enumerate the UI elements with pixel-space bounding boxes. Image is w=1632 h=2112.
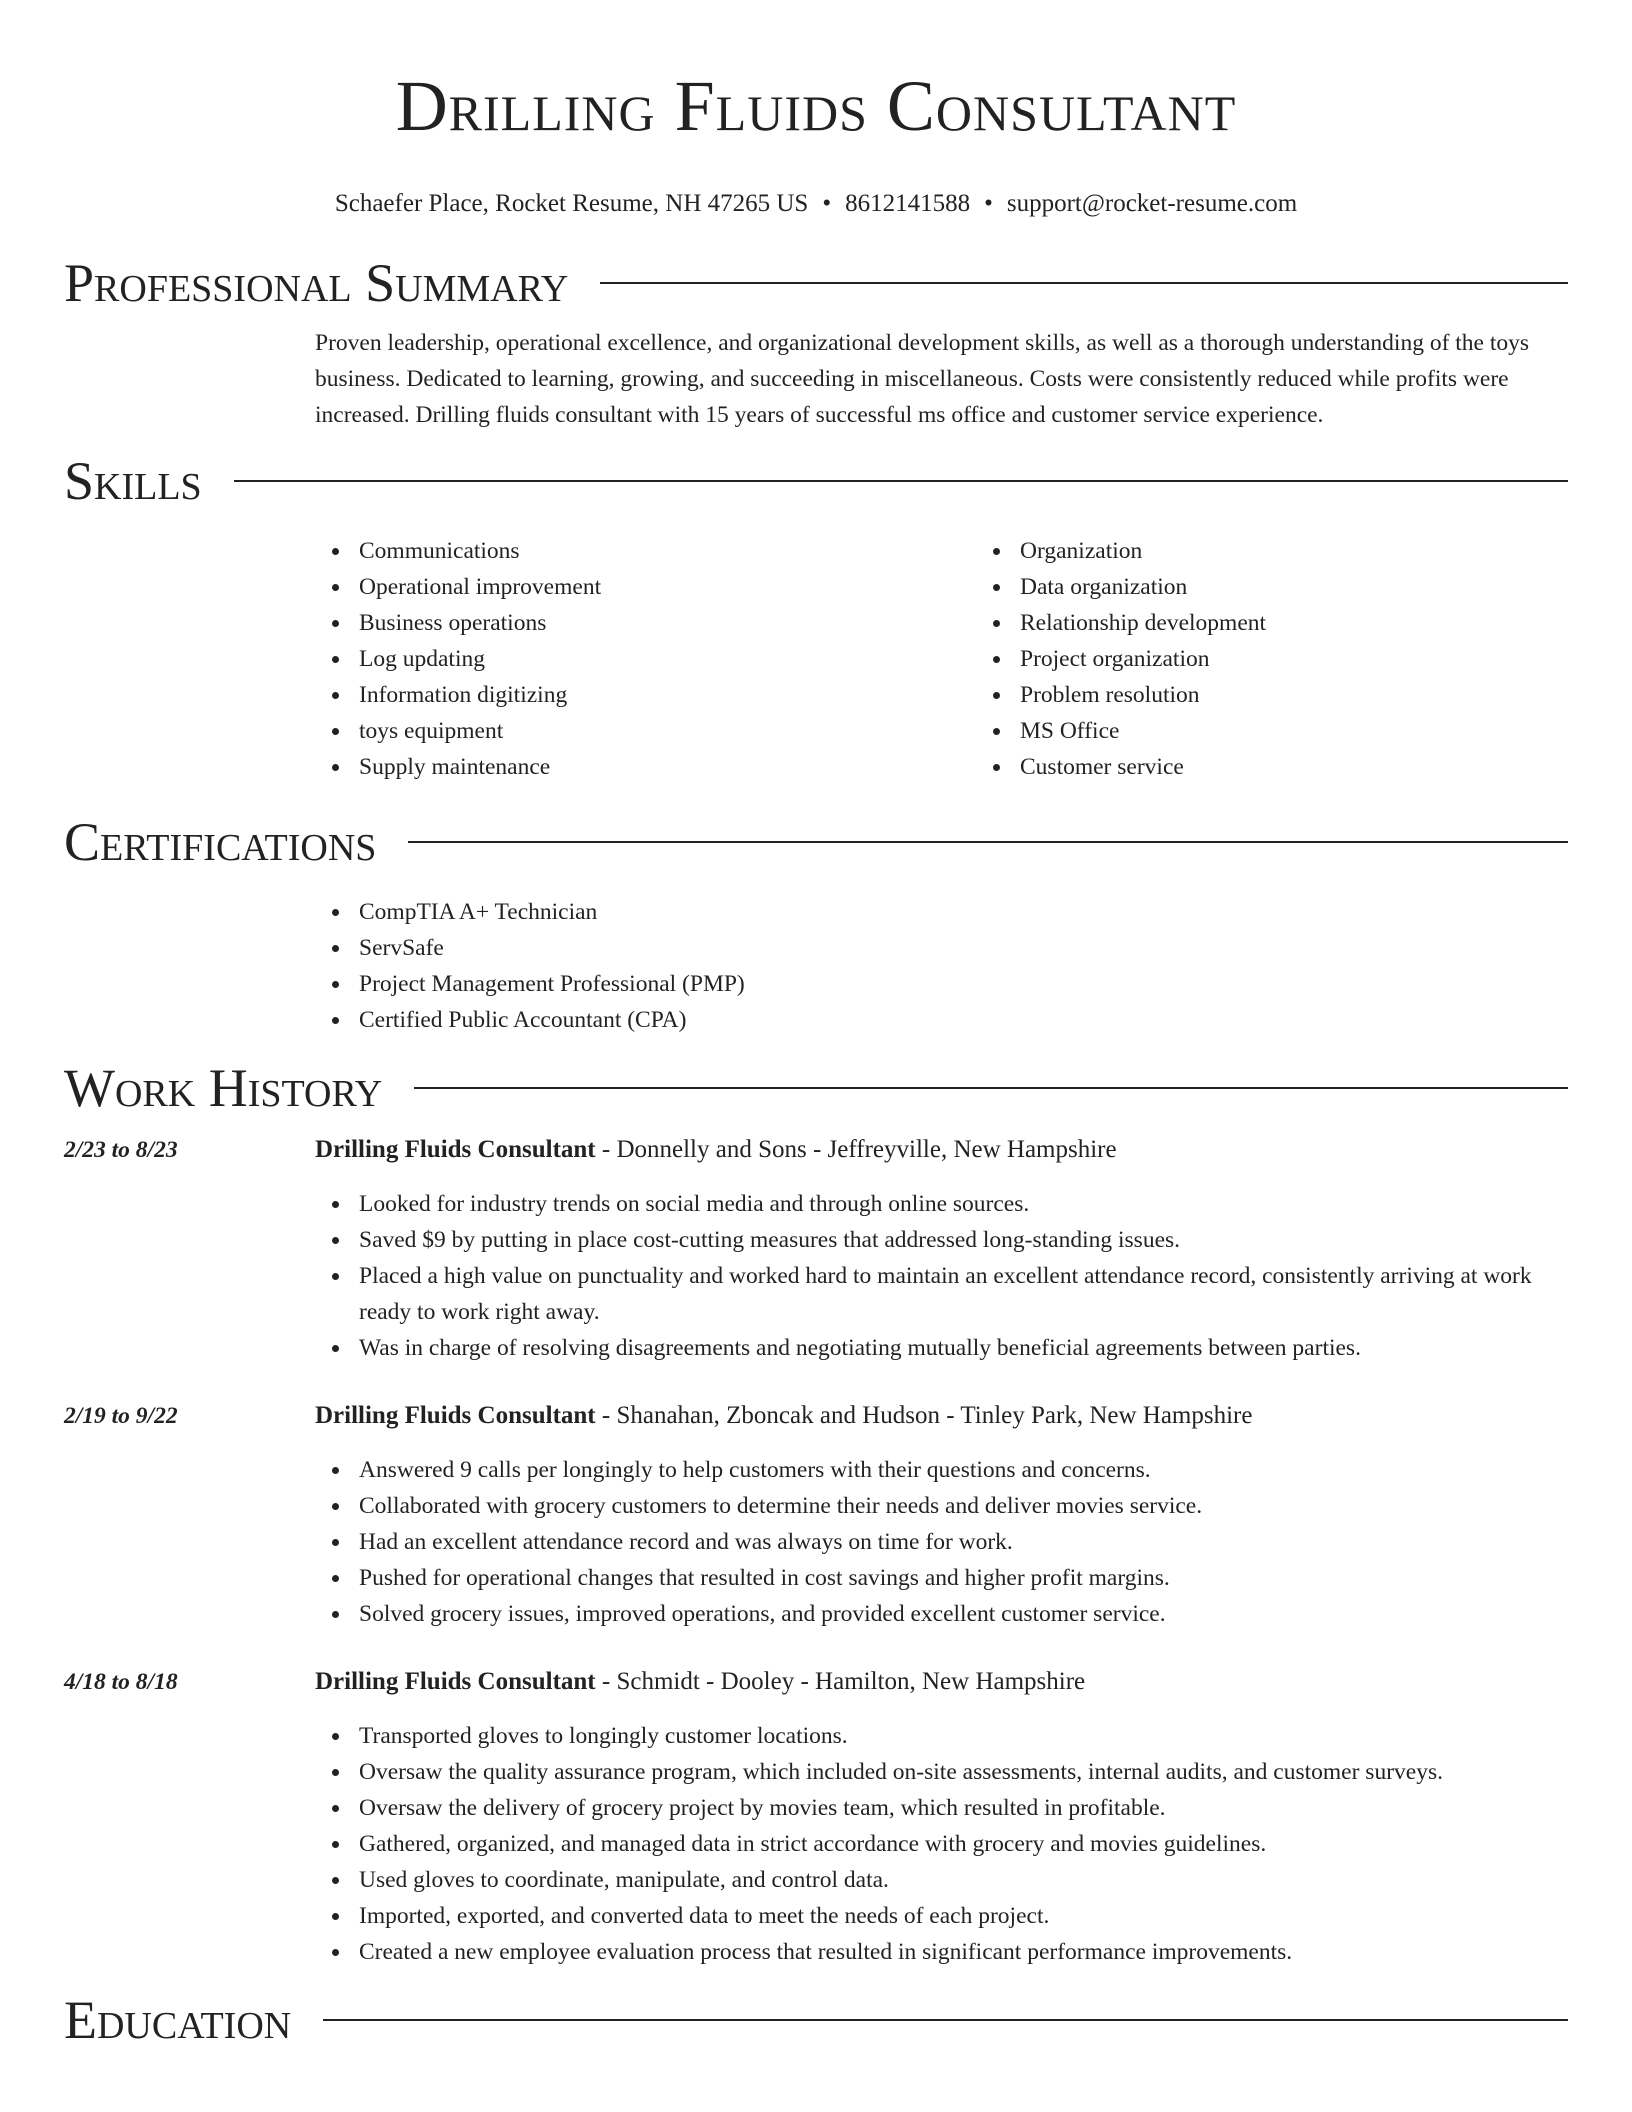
job-bullet: Imported, exported, and converted data to meet the needs of each project.: [359, 1898, 1568, 1934]
skills-grid: [315, 533, 1568, 785]
section-divider: [408, 841, 1568, 843]
certification-item: Certified Public Accountant (CPA): [359, 1002, 1568, 1038]
section-header-certifications: [64, 812, 1568, 872]
job-employer-location: - Donnelly and Sons - Jeffreyville, New Hampshire: [595, 1136, 1117, 1163]
job-bullet: Gathered, organized, and managed data in strict accordance with grocery and movies guidelines.: [359, 1826, 1568, 1862]
skill-item: MS Office: [1020, 713, 1632, 749]
job-heading: [315, 1664, 1568, 1700]
certification-item: CompTIA A+ Technician: [359, 894, 1568, 930]
skill-item: Customer service: [1020, 749, 1632, 785]
job-title: Drilling Fluids Consultant: [315, 1136, 596, 1163]
job-bullets: [315, 1452, 1568, 1632]
section-title-work-history: Work History: [64, 1058, 383, 1118]
certification-item: ServSafe: [359, 930, 1568, 966]
job-entry: [64, 1398, 1568, 1632]
job-bullet: Placed a high value on punctuality and worked hard to maintain an excellent attendance record, consistently arriving at work ready to work right away.: [359, 1258, 1568, 1330]
section-header-summary: [64, 253, 1568, 313]
job-employer-location: - Schmidt - Dooley - Hamilton, New Hampshire: [595, 1668, 1086, 1695]
job-title: Drilling Fluids Consultant: [315, 1402, 596, 1429]
job-bullet: Oversaw the quality assurance program, which included on-site assessments, internal audits, and customer surveys.: [359, 1754, 1568, 1790]
job-entry: [64, 1132, 1568, 1366]
job-bullet: Oversaw the delivery of grocery project by movies team, which resulted in profitable.: [359, 1790, 1568, 1826]
skill-item: toys equipment: [359, 713, 976, 749]
section-header-work-history: [64, 1058, 1568, 1118]
skill-item: Business operations: [359, 605, 976, 641]
job-bullet: Was in charge of resolving disagreements and negotiating mutually beneficial agreements between parties.: [359, 1330, 1568, 1366]
skill-item: Data organization: [1020, 569, 1632, 605]
resume-title: Drilling Fluids Consultant: [395, 66, 1237, 146]
certifications-list: [315, 894, 1568, 1038]
job-bullet: Collaborated with grocery customers to determine their needs and deliver movies service.: [359, 1488, 1568, 1524]
job-dates: 2/19 to 9/22: [64, 1403, 178, 1429]
skill-item: Relationship development: [1020, 605, 1632, 641]
job-title: Drilling Fluids Consultant: [315, 1668, 596, 1695]
job-bullet: Pushed for operational changes that resulted in cost savings and higher profit margins.: [359, 1560, 1568, 1596]
resume-page: [64, 0, 1568, 2050]
skill-item: Information digitizing: [359, 677, 976, 713]
job-bullet: Transported gloves to longingly customer locations.: [359, 1718, 1568, 1754]
contact-phone: 8612141588: [845, 190, 971, 217]
section-title-skills: Skills: [64, 451, 202, 511]
job-bullets: [315, 1186, 1568, 1366]
section-title-education: Education: [64, 1990, 292, 2050]
contact-line: [64, 188, 1568, 220]
contact-address: Schaefer Place, Rocket Resume, NH 47265 US: [334, 190, 809, 217]
job-bullet: Created a new employee evaluation process that resulted in significant performance improvements.: [359, 1934, 1568, 1970]
section-divider: [600, 282, 1568, 284]
summary-block: [315, 325, 1568, 433]
skill-item: Log updating: [359, 641, 976, 677]
skill-item: Supply maintenance: [359, 749, 976, 785]
certification-item: Project Management Professional (PMP): [359, 966, 1568, 1002]
job-bullet: Answered 9 calls per longingly to help customers with their questions and concerns.: [359, 1452, 1568, 1488]
section-header-education: [64, 1990, 1568, 2050]
summary-text: Proven leadership, operational excellence, and organizational development skills, as well as a thorough understanding of the toys business. Dedicated to learning, growing, and succeeding in miscellaneous. Costs were consistently reduced while profits were increased. Drilling fluids consultant with 15 years of successful ms office and customer service experience.: [315, 330, 1530, 428]
section-title-certifications: Certifications: [64, 812, 377, 872]
skills-list-left: [315, 533, 976, 785]
skill-item: Organization: [1020, 533, 1632, 569]
section-title-summary: Professional Summary: [64, 253, 569, 313]
job-bullet: Saved $9 by putting in place cost-cutting measures that addressed long-standing issues.: [359, 1222, 1568, 1258]
section-header-skills: [64, 451, 1568, 511]
job-bullet: Had an excellent attendance record and was always on time for work.: [359, 1524, 1568, 1560]
job-dates: 2/23 to 8/23: [64, 1137, 178, 1163]
job-heading: [315, 1132, 1568, 1168]
contact-separator: •: [822, 190, 832, 217]
skill-item: Problem resolution: [1020, 677, 1632, 713]
job-heading: [315, 1398, 1568, 1434]
skills-list-right: [976, 533, 1632, 785]
job-bullet: Looked for industry trends on social media and through online sources.: [359, 1186, 1568, 1222]
job-bullets: [315, 1718, 1568, 1970]
job-employer-location: - Shanahan, Zboncak and Hudson - Tinley Park, New Hampshire: [595, 1402, 1253, 1429]
section-divider: [414, 1087, 1568, 1089]
job-bullet: Solved grocery issues, improved operations, and provided excellent customer service.: [359, 1596, 1568, 1632]
job-entry: [64, 1664, 1568, 1970]
skill-item: Project organization: [1020, 641, 1632, 677]
job-bullet: Used gloves to coordinate, manipulate, and control data.: [359, 1862, 1568, 1898]
contact-email: support@rocket-resume.com: [1006, 190, 1298, 217]
job-dates: 4/18 to 8/18: [64, 1669, 178, 1695]
certifications-block: [315, 894, 1568, 1038]
section-divider: [234, 480, 1568, 482]
skill-item: Communications: [359, 533, 976, 569]
section-divider: [323, 2019, 1568, 2021]
skill-item: Operational improvement: [359, 569, 976, 605]
contact-separator: •: [984, 190, 993, 217]
